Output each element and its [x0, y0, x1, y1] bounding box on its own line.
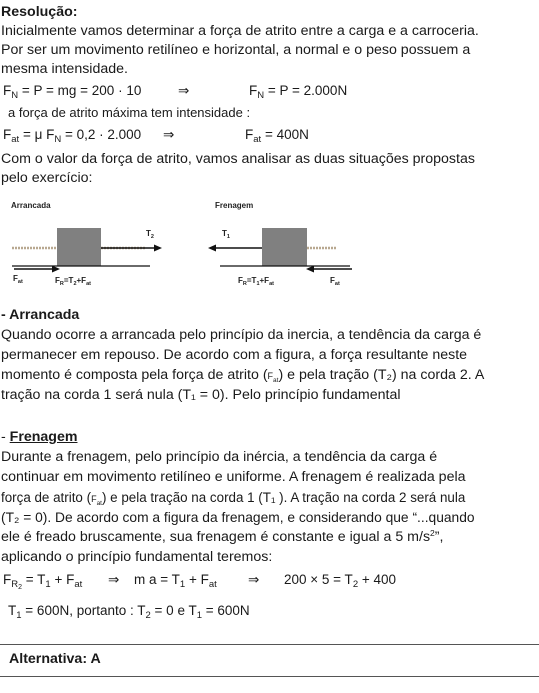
frenagem-line-2: continuar em movimento retilíneo e uniforme. A frenagem é realizada pela — [1, 469, 466, 485]
equation-newton-right: $200 \times 5 = T_2 + 400$ — [284, 572, 397, 590]
equation-normal-right: $F_N = P = 2.000N$ — [249, 83, 348, 101]
divider-bottom — [0, 676, 539, 677]
arrancada-line-4: tração na corda 1 será nula (T₁ = 0). Pelo princípio fundamental — [1, 387, 401, 403]
frenagem-line-3: força de atrito $(F_{at})$ e pela tração na corda 1 (T₁ ). A tração na corda 2 será nula — [1, 490, 466, 507]
section-heading-frenagem: - Frenagem — [1, 429, 78, 445]
equation-newton-mid: m $a = T_1 + F_{at}$ — [134, 572, 217, 590]
arrancada-line-1: Quando ocorre a arrancada pelo princípio da inercia, a tendência da carga é — [1, 327, 482, 343]
arrancada-line-2: permanecer em repouso. De acordo com a figura, a força resultante neste — [1, 347, 468, 363]
resultant-label-left: $F_R=T_2+F_{at}$ — [55, 276, 91, 287]
equation-friction-left: $F_{at} = \mu$ $F_N = 0,2 \cdot 2.000$ — [3, 127, 142, 145]
force-diagram — [0, 192, 539, 297]
equation-arrow: ⇒ — [248, 572, 260, 587]
answer-text: Alternativa: A — [9, 651, 101, 667]
frenagem-line-6: aplicando o princípio fundamental teremos: — [1, 549, 273, 565]
friction-label-left: $F_{at}$ — [13, 274, 23, 285]
divider-top — [0, 644, 539, 645]
equation-friction-right: $F_{at} = 400N$ — [245, 127, 309, 145]
intro-line-2: Por ser um movimento retilíneo e horizontal, a normal e o peso possuem a — [1, 42, 471, 58]
tension-arrowhead-right — [208, 245, 216, 252]
frenagem-line-5: ele é freado bruscamente, sua frenagem é constante e igual a 5 $m/s^2$”, — [1, 528, 444, 545]
cargo-block-left — [57, 228, 101, 266]
cargo-block-right — [262, 228, 307, 266]
tension-label-right: $T_1$ — [222, 229, 230, 240]
analysis-line-2: pelo exercício: — [1, 170, 93, 186]
tension-label-left: $T_2$ — [146, 229, 154, 240]
friction-label-right: $F_{at}$ — [330, 276, 340, 287]
page-title: Resolução: — [1, 4, 78, 20]
equation-arrow: ⇒ — [163, 127, 175, 142]
max-friction-text: a força de atrito máxima tem intensidade : — [8, 105, 251, 120]
equation-result: $T_1 = 600N$, portanto : $T_2 = 0$ e $T_1 = 600N$ — [8, 603, 250, 621]
equation-arrow: ⇒ — [178, 83, 190, 98]
equation-newton-left: $F_{R2} = T_1 + F_{at}$ — [3, 572, 83, 591]
frenagem-line-4: (T₂ = 0). De acordo com a figura da frenagem, e considerando que “...quando — [1, 510, 475, 525]
intro-line-3: mesma intensidade. — [1, 61, 128, 77]
intro-line-1: Inicialmente vamos determinar a força de atrito entre a carga e a carroceria. — [1, 23, 479, 39]
tension-arrowhead-left — [154, 245, 162, 252]
equation-arrow: ⇒ — [108, 572, 120, 587]
arrancada-line-3: momento é composta pela força de atrito $(F_{at})$ e pela tração (T₂) na corda 2. A — [1, 367, 485, 384]
figure-title-arrancada: Arrancada — [11, 201, 51, 210]
section-heading-arrancada: - Arrancada — [1, 307, 80, 323]
frenagem-line-1: Durante a frenagem, pelo princípio da inércia, a tendência da carga é — [1, 449, 438, 465]
analysis-line-1: Com o valor da força de atrito, vamos analisar as duas situações propostas — [1, 151, 475, 167]
figure-title-frenagem: Frenagem — [215, 201, 254, 210]
resultant-label-right: $F_R=T_1+F_{at}$ — [238, 276, 274, 287]
equation-normal-left: $F_N = P$ = mg = 200 · 10 — [3, 83, 142, 101]
